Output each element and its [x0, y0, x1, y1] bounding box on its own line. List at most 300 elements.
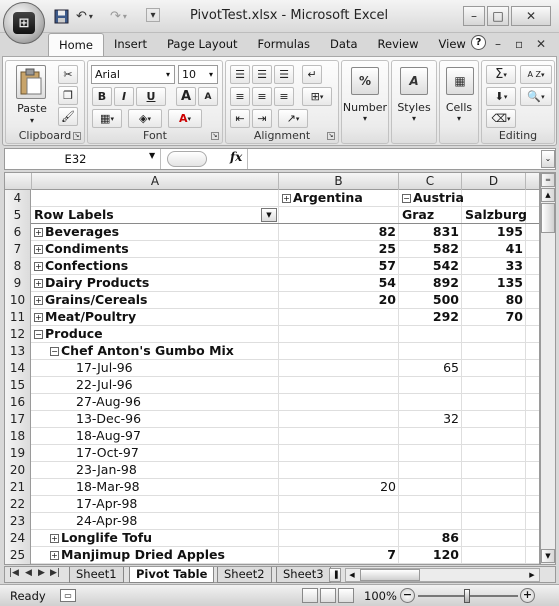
row-header[interactable]: 18: [5, 428, 31, 445]
row-header[interactable]: 11: [5, 309, 31, 326]
collapse-icon[interactable]: −: [35, 330, 42, 339]
paste-dropdown-icon[interactable]: ▾: [29, 116, 34, 125]
value-cell[interactable]: [462, 275, 526, 292]
collapse-icon[interactable]: −: [403, 194, 410, 203]
row-label-text: Grains/Cereals: [45, 292, 148, 307]
row-header[interactable]: 24: [5, 530, 31, 547]
value-cell[interactable]: [399, 224, 462, 241]
name-box-chevron-down-icon[interactable]: ▼: [149, 151, 156, 160]
align-bottom-icon[interactable]: ☰: [274, 65, 294, 84]
sheet-tab-pivot-table[interactable]: Pivot Table: [129, 567, 214, 583]
tab-page-layout[interactable]: Page Layout: [166, 37, 238, 51]
expand-icon[interactable]: +: [35, 279, 42, 288]
row-label-text: Beverages: [45, 224, 120, 239]
value-cell[interactable]: [399, 530, 462, 547]
value-cell[interactable]: [462, 292, 526, 309]
value-cell[interactable]: [279, 258, 399, 275]
row-header[interactable]: 23: [5, 513, 31, 530]
cell-text: 82: [378, 224, 396, 239]
row-label-cell[interactable]: [32, 224, 119, 241]
cell-text: 70: [505, 309, 523, 324]
value-cell[interactable]: [279, 275, 399, 292]
scroll-right-icon[interactable]: ▶: [529, 571, 535, 579]
expand-icon[interactable]: +: [35, 262, 42, 271]
row-label-cell[interactable]: [32, 479, 140, 496]
value-cell[interactable]: [399, 258, 462, 275]
vertical-scrollbar[interactable]: [540, 172, 556, 565]
font-group-label: Font: [143, 129, 167, 142]
value-cell[interactable]: [399, 479, 462, 496]
cell-text: 892: [432, 275, 459, 290]
value-cell[interactable]: [399, 343, 462, 360]
font-group: [87, 60, 223, 144]
value-cell[interactable]: [279, 309, 399, 326]
row-label-text: 23-Jan-98: [76, 462, 137, 477]
row-label-cell[interactable]: [32, 258, 128, 275]
row-label-cell[interactable]: [32, 530, 152, 547]
value-cell[interactable]: [462, 343, 526, 360]
cell-text: Argentina: [293, 190, 363, 205]
value-cell[interactable]: [279, 530, 399, 547]
styles-dropdown-icon[interactable]: ▾: [411, 114, 416, 123]
cell-text: Salzburg: [465, 207, 527, 222]
column-label-cell[interactable]: [462, 190, 526, 207]
row-label-text: Dairy Products: [45, 275, 150, 290]
ribbon: [2, 56, 557, 146]
alignment-group: [225, 60, 339, 144]
office-logo-icon: ⊞: [13, 12, 35, 34]
value-cell[interactable]: [279, 411, 399, 428]
value-cell[interactable]: [462, 411, 526, 428]
formula-bar-resize-handle[interactable]: [167, 151, 207, 167]
value-cell[interactable]: [399, 360, 462, 377]
row-label-text: 18-Mar-98: [76, 479, 140, 494]
zoom-slider-thumb[interactable]: [464, 589, 470, 603]
table-row: [5, 513, 540, 530]
shrink-font-button[interactable]: A: [198, 87, 218, 106]
column-label-cell[interactable]: [279, 190, 399, 207]
vertical-scroll-thumb[interactable]: [541, 203, 555, 233]
format-painter-icon[interactable]: 🖌: [58, 107, 78, 126]
chevron-down-icon[interactable]: ▾: [165, 70, 170, 79]
row-header[interactable]: 9: [5, 275, 31, 292]
value-cell[interactable]: [279, 394, 399, 411]
merge-center-icon[interactable]: ⊞ ▾: [302, 87, 332, 106]
insert-function-button[interactable]: fx: [230, 150, 243, 164]
ribbon-tabs: [48, 33, 476, 57]
cell-text: 120: [432, 547, 459, 562]
row-label-cell[interactable]: [32, 343, 234, 360]
find-select-icon[interactable]: 🔍 ▾: [520, 87, 552, 106]
value-cell[interactable]: [399, 309, 462, 326]
value-cell[interactable]: [279, 377, 399, 394]
clipboard-launcher-icon[interactable]: ↘: [74, 132, 80, 139]
tab-insert[interactable]: Insert: [113, 37, 147, 51]
table-row: [5, 241, 540, 258]
clipboard-group: [5, 60, 85, 144]
sheet-tab-sheet3[interactable]: Sheet3: [276, 567, 331, 583]
expand-icon[interactable]: +: [283, 194, 290, 203]
scroll-left-icon[interactable]: ◀: [349, 571, 355, 579]
row-header[interactable]: 25: [5, 547, 31, 564]
value-cell[interactable]: [462, 496, 526, 513]
font-size-field[interactable]: [178, 65, 218, 84]
value-cell[interactable]: [399, 428, 462, 445]
value-cell[interactable]: [399, 496, 462, 513]
font-launcher-icon[interactable]: ↘: [212, 132, 218, 139]
value-cell[interactable]: [399, 292, 462, 309]
value-cell[interactable]: [279, 292, 399, 309]
align-right-icon[interactable]: ≡: [274, 87, 294, 106]
value-cell[interactable]: [462, 428, 526, 445]
editing-group: [481, 60, 555, 144]
editing-group-label: Editing: [498, 129, 538, 142]
row-label-cell[interactable]: [32, 360, 133, 377]
tab-formulas[interactable]: Formulas: [257, 37, 311, 51]
number-format-icon[interactable]: %: [351, 67, 379, 95]
close-button[interactable]: ✕: [511, 6, 551, 26]
value-cell[interactable]: [399, 275, 462, 292]
table-row: [5, 309, 540, 326]
paste-icon[interactable]: [16, 65, 46, 99]
row-header[interactable]: 4: [5, 190, 31, 207]
sheet-tab-bar: [4, 566, 556, 583]
undo-icon[interactable]: ↶ ▾: [76, 9, 93, 24]
value-cell[interactable]: [279, 462, 399, 479]
cell-text: 542: [432, 258, 459, 273]
customize-qat-button[interactable]: ▾: [146, 8, 160, 22]
value-cell[interactable]: [279, 445, 399, 462]
normal-view-icon[interactable]: [302, 588, 318, 603]
value-cell[interactable]: [279, 496, 399, 513]
bold-button[interactable]: B: [92, 87, 112, 106]
styles-group-label[interactable]: Styles: [397, 101, 431, 114]
save-icon[interactable]: [54, 8, 69, 25]
table-row: [5, 394, 540, 411]
value-cell[interactable]: [399, 513, 462, 530]
value-cell[interactable]: [462, 241, 526, 258]
cut-icon[interactable]: ✂: [58, 65, 78, 84]
fill-icon[interactable]: ⬇ ▾: [486, 87, 516, 106]
tab-split-handle[interactable]: ▐: [329, 568, 341, 582]
borders-icon[interactable]: ▦ ▾: [92, 109, 122, 128]
value-cell[interactable]: [462, 224, 526, 241]
row-header[interactable]: 10: [5, 292, 31, 309]
row-header[interactable]: 20: [5, 462, 31, 479]
increase-indent-icon[interactable]: ⇥: [252, 109, 272, 128]
table-row: [5, 190, 540, 207]
row-label-text: Manjimup Dried Apples: [61, 547, 225, 562]
row-label-cell[interactable]: [32, 190, 34, 207]
cell-text: 65: [443, 360, 459, 375]
value-cell[interactable]: [279, 479, 399, 496]
value-cell[interactable]: [279, 428, 399, 445]
cell-text: 292: [432, 309, 459, 324]
zoom-level[interactable]: 100%: [364, 589, 397, 603]
number-group-label[interactable]: Number: [342, 101, 388, 114]
last-sheet-icon[interactable]: ▶|: [50, 568, 60, 578]
row-label-cell[interactable]: [32, 309, 136, 326]
cell-text: 7: [387, 547, 396, 562]
worksheet-grid[interactable]: [4, 172, 540, 565]
value-cell[interactable]: [462, 377, 526, 394]
grow-font-button[interactable]: A: [176, 87, 196, 106]
horizontal-scroll-thumb[interactable]: [360, 569, 420, 581]
value-cell[interactable]: [462, 445, 526, 462]
expand-icon[interactable]: +: [51, 534, 58, 543]
paste-label[interactable]: Paste: [17, 102, 47, 115]
value-cell[interactable]: [399, 445, 462, 462]
row-header[interactable]: 21: [5, 479, 31, 496]
font-name-field[interactable]: [91, 65, 175, 84]
column-label-cell[interactable]: [399, 190, 462, 207]
page-break-view-icon[interactable]: [338, 588, 354, 603]
cell-text: 25: [378, 241, 396, 256]
value-cell[interactable]: [399, 462, 462, 479]
value-cell[interactable]: [462, 462, 526, 479]
horizontal-scrollbar[interactable]: [345, 568, 540, 582]
value-cell[interactable]: [279, 513, 399, 530]
table-row: [5, 530, 540, 547]
formula-bar: [4, 148, 556, 170]
value-cell[interactable]: [462, 547, 526, 564]
cells-dropdown-icon[interactable]: ▾: [456, 114, 461, 123]
value-cell[interactable]: [279, 547, 399, 564]
table-row: [5, 224, 540, 241]
row-label-cell[interactable]: [32, 275, 149, 292]
tab-review[interactable]: Review: [377, 37, 419, 51]
value-cell[interactable]: [279, 241, 399, 258]
cell-text: 80: [505, 292, 523, 307]
column-header-c[interactable]: C: [399, 173, 462, 190]
filter-dropdown-icon[interactable]: ▼: [261, 208, 277, 222]
clear-icon[interactable]: ⌫ ▾: [486, 109, 516, 128]
value-cell[interactable]: [279, 224, 399, 241]
orientation-icon[interactable]: ↗ ▾: [278, 109, 308, 128]
cell-text: 32: [443, 411, 459, 426]
tab-data[interactable]: Data: [330, 37, 358, 51]
column-label-cell[interactable]: [399, 207, 462, 224]
first-sheet-icon[interactable]: |◀: [9, 568, 19, 578]
row-label-text: 27-Aug-96: [76, 394, 141, 409]
row-label-cell[interactable]: [32, 207, 114, 224]
tab-home[interactable]: Home: [48, 33, 104, 57]
next-sheet-icon[interactable]: ▶: [38, 568, 45, 578]
cell-text: 20: [378, 292, 396, 307]
value-cell[interactable]: [462, 394, 526, 411]
sheet-tab-sheet2[interactable]: Sheet2: [217, 567, 272, 583]
value-cell[interactable]: [279, 343, 399, 360]
row-label-text: Meat/Poultry: [45, 309, 137, 324]
row-label-cell[interactable]: [32, 411, 141, 428]
chevron-down-icon[interactable]: ▾: [208, 70, 213, 79]
styles-group: [391, 60, 437, 144]
styles-icon[interactable]: A: [400, 67, 428, 95]
align-top-icon[interactable]: ☰: [230, 65, 250, 84]
decrease-indent-icon[interactable]: ⇤: [230, 109, 250, 128]
expand-icon[interactable]: +: [51, 551, 58, 560]
row-label-text: 17-Jul-96: [76, 360, 133, 375]
align-middle-icon[interactable]: ☰: [252, 65, 272, 84]
minimize-button[interactable]: –: [463, 6, 485, 26]
expand-icon[interactable]: +: [35, 245, 42, 254]
office-button[interactable]: [3, 2, 45, 44]
column-header-b[interactable]: B: [279, 173, 399, 190]
row-label-cell[interactable]: [32, 326, 103, 343]
table-row: [5, 292, 540, 309]
zoom-in-icon[interactable]: +: [520, 588, 535, 603]
autosum-button[interactable]: Σ ▾: [486, 65, 516, 84]
split-handle[interactable]: ═: [541, 173, 555, 187]
row-label-cell[interactable]: [32, 292, 148, 309]
table-row: [5, 462, 540, 479]
row-label-text: Chef Anton's Gumbo Mix: [61, 343, 234, 358]
table-row: [5, 275, 540, 292]
row-header[interactable]: 16: [5, 394, 31, 411]
value-cell[interactable]: [462, 530, 526, 547]
table-row: [5, 326, 540, 343]
wrap-text-icon[interactable]: ↵: [302, 65, 322, 84]
row-label-cell[interactable]: [32, 428, 141, 445]
expand-icon[interactable]: +: [35, 313, 42, 322]
underline-button[interactable]: U: [136, 87, 166, 106]
page-layout-view-icon[interactable]: [320, 588, 336, 603]
redo-icon[interactable]: ↷ ▾: [110, 9, 127, 24]
help-icon[interactable]: ?: [471, 35, 486, 50]
value-cell[interactable]: [399, 411, 462, 428]
row-header[interactable]: 13: [5, 343, 31, 360]
row-label-text: Condiments: [45, 241, 129, 256]
table-row: [5, 445, 540, 462]
collapse-icon[interactable]: −: [51, 347, 58, 356]
font-color-button[interactable]: A ▾: [168, 109, 202, 128]
row-label-cell[interactable]: [32, 547, 225, 564]
table-row: [5, 258, 540, 275]
value-cell[interactable]: [399, 241, 462, 258]
sort-icon: A Z: [527, 70, 541, 79]
row-header[interactable]: 5: [5, 207, 31, 224]
row-label-cell[interactable]: [32, 377, 133, 394]
row-label-cell[interactable]: [32, 241, 129, 258]
table-row: [5, 377, 540, 394]
number-group: [341, 60, 389, 144]
row-label-text: 18-Aug-97: [76, 428, 141, 443]
ribbon-close-icon[interactable]: ✕: [536, 37, 547, 51]
sort-filter-button[interactable]: A Z ▾: [520, 65, 552, 84]
row-header[interactable]: 17: [5, 411, 31, 428]
row-label-cell[interactable]: [32, 462, 137, 479]
value-cell[interactable]: [462, 513, 526, 530]
status-text: Ready: [10, 589, 46, 603]
status-bar: [0, 584, 559, 606]
cell-text: 831: [432, 224, 459, 239]
table-row: [5, 411, 540, 428]
sheet-tab-sheet1[interactable]: Sheet1: [69, 567, 124, 583]
column-header-d[interactable]: D: [462, 173, 526, 190]
tab-view[interactable]: View: [438, 37, 466, 51]
row-header[interactable]: 19: [5, 445, 31, 462]
row-label-text: Produce: [45, 326, 103, 341]
scroll-up-icon[interactable]: ▲: [541, 188, 555, 202]
ribbon-restore-icon[interactable]: ▫: [515, 37, 524, 51]
column-headers: [5, 173, 540, 190]
value-cell[interactable]: [462, 258, 526, 275]
cell-text: 33: [505, 258, 523, 273]
row-header[interactable]: 7: [5, 241, 31, 258]
row-label-text: 17-Apr-98: [76, 496, 138, 511]
cell-text: Austria: [413, 190, 464, 205]
value-cell[interactable]: [399, 547, 462, 564]
value-cell[interactable]: [279, 360, 399, 377]
row-label-cell[interactable]: [32, 496, 137, 513]
table-row: [5, 479, 540, 496]
column-label-cell[interactable]: [462, 207, 526, 224]
value-cell[interactable]: [462, 309, 526, 326]
row-header[interactable]: 22: [5, 496, 31, 513]
value-cell[interactable]: [279, 326, 399, 343]
cells-icon[interactable]: ▦: [446, 67, 474, 95]
ribbon-minimize-icon[interactable]: –: [495, 37, 501, 51]
value-cell[interactable]: [399, 377, 462, 394]
number-dropdown-icon[interactable]: ▾: [362, 114, 367, 123]
row-header[interactable]: 15: [5, 377, 31, 394]
cell-text: 54: [378, 275, 396, 290]
table-row: [5, 343, 540, 360]
table-row: [5, 360, 540, 377]
title-bar: [0, 0, 559, 33]
name-box[interactable]: E32: [5, 149, 161, 169]
value-cell[interactable]: [399, 394, 462, 411]
alignment-launcher-icon[interactable]: ↘: [328, 132, 334, 139]
value-cell[interactable]: [399, 326, 462, 343]
row-header[interactable]: 6: [5, 224, 31, 241]
column-header-a[interactable]: A: [32, 173, 279, 190]
zoom-out-icon[interactable]: −: [400, 588, 415, 603]
row-label-cell[interactable]: [32, 445, 139, 462]
cell-text: 500: [432, 292, 459, 307]
row-header[interactable]: 8: [5, 258, 31, 275]
scroll-down-icon[interactable]: ▼: [541, 549, 555, 563]
row-label-text: 13-Dec-96: [76, 411, 142, 426]
row-header[interactable]: 12: [5, 326, 31, 343]
alignment-group-label: Alignment: [253, 129, 311, 142]
align-center-icon[interactable]: ≡: [252, 87, 272, 106]
value-cell[interactable]: [462, 326, 526, 343]
expand-icon[interactable]: +: [35, 228, 42, 237]
italic-button[interactable]: I: [114, 87, 134, 106]
expand-icon[interactable]: +: [35, 296, 42, 305]
fill-color-icon[interactable]: ◈ ▾: [128, 109, 162, 128]
formula-divider: [247, 149, 248, 169]
copy-icon[interactable]: ❐: [58, 86, 78, 105]
row-header[interactable]: 14: [5, 360, 31, 377]
autosum-icon: Σ: [495, 67, 504, 82]
prev-sheet-icon[interactable]: ◀: [25, 568, 32, 578]
expand-formula-bar-icon[interactable]: ⌄: [541, 150, 555, 168]
cell-text: 20: [380, 479, 396, 494]
value-cell[interactable]: [462, 360, 526, 377]
formula-input[interactable]: [253, 151, 533, 167]
row-label-cell[interactable]: [32, 394, 141, 411]
cells-group-label[interactable]: Cells: [445, 101, 473, 114]
value-cell[interactable]: [462, 479, 526, 496]
row-label-cell[interactable]: [32, 513, 137, 530]
maximize-button[interactable]: □: [487, 6, 509, 26]
column-label-cell[interactable]: [279, 207, 399, 224]
macro-record-icon[interactable]: ▭: [60, 589, 76, 602]
select-all-corner[interactable]: [5, 173, 32, 190]
align-left-icon[interactable]: ≡: [230, 87, 250, 106]
